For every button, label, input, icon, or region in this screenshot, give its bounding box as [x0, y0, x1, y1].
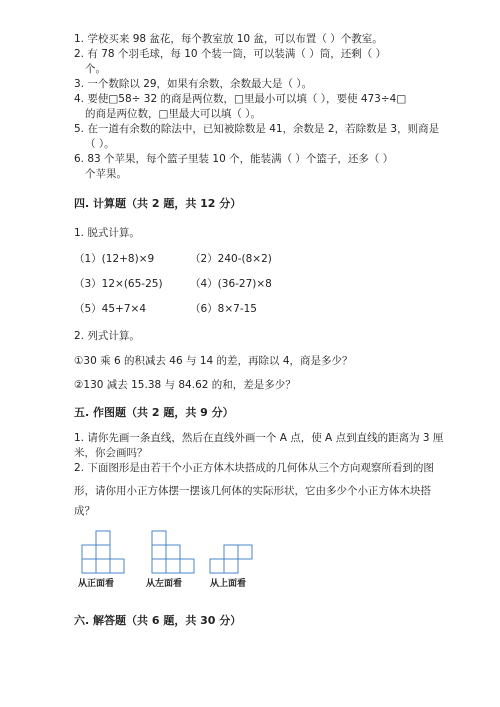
question-6-cont: 个苹果。 [85, 168, 127, 180]
calc-q2: 2. 列式计算。 [74, 330, 140, 342]
calc-item-2: （2）240-(8×2) [190, 253, 272, 265]
question-6: 6. 83 个苹果，每个篮子里装 10 个，能装满（ ）个篮子，还多（ ） [74, 153, 394, 165]
question-5-cont: （ ）。 [85, 138, 115, 150]
question-4: 4. 要使□58÷ 32 的商是两位数，□里最小可以填（ ），要使 473÷4□ [74, 93, 407, 105]
draw-q1-line2: 米，你会画吗？ [74, 447, 148, 459]
draw-q2-line1: 2. 下面图形是由若干个小正方体木块搭成的几何体从三个方向观察所看到的图 [74, 462, 434, 474]
draw-q2-line2: 形，请你用小正方体摆一摆该几何体的实际形状，它由多少个小正方体木块搭 [74, 485, 431, 497]
top-view-caption: 从上面看 [210, 579, 247, 589]
top-view-figure [206, 530, 266, 576]
question-3: 3. 一个数除以 29，如果有余数，余数最大是（ ）。 [74, 78, 313, 90]
front-view-caption: 从正面看 [78, 579, 115, 589]
calc-q2a: ①30 乘 6 的积减去 46 与 14 的差，再除以 4，商是多少？ [74, 355, 353, 367]
calc-item-1: （1）(12+8)×9 [74, 253, 155, 265]
calc-item-3: （3）12×(65-25) [74, 278, 163, 290]
calc-q1: 1. 脱式计算。 [74, 227, 140, 239]
three-views-figure [74, 530, 304, 590]
front-view-figure [76, 530, 136, 576]
question-5: 5. 在一道有余数的除法中，已知被除数是 41，余数是 2，若除数是 3，则商是 [74, 123, 440, 135]
section-5-heading: 五. 作图题（共 2 题，共 9 分） [74, 406, 234, 419]
question-1: 1. 学校买来 98 盆花，每个教室放 10 盆，可以布置（ ）个教室。 [74, 33, 383, 45]
draw-q2-line3: 成？ [74, 505, 95, 517]
question-2-cont: 个。 [85, 63, 106, 75]
question-4-cont: 的商是两位数，□里最大可以填（ ）。 [85, 108, 262, 120]
calc-item-5: （5）45+7×4 [74, 303, 146, 315]
left-view-caption: 从左面看 [146, 579, 183, 589]
section-6-heading: 六. 解答题（共 6 题，共 30 分） [74, 614, 242, 627]
calc-item-6: （6）8×7-15 [190, 303, 257, 315]
left-view-figure [144, 530, 204, 576]
section-4-heading: 四. 计算题（共 2 题，共 12 分） [74, 197, 242, 210]
calc-item-4: （4）(36-27)×8 [190, 278, 272, 290]
calc-q2b: ②130 减去 15.38 与 84.62 的和，差是多少？ [74, 379, 296, 391]
question-2: 2. 有 78 个羽毛球，每 10 个装一筒，可以装满（ ）筒，还剩（ ） [74, 48, 387, 60]
draw-q1-line1: 1. 请你先画一条直线，然后在直线外画一个 A 点，使 A 点到直线的距离为 3 厘 [74, 432, 444, 444]
